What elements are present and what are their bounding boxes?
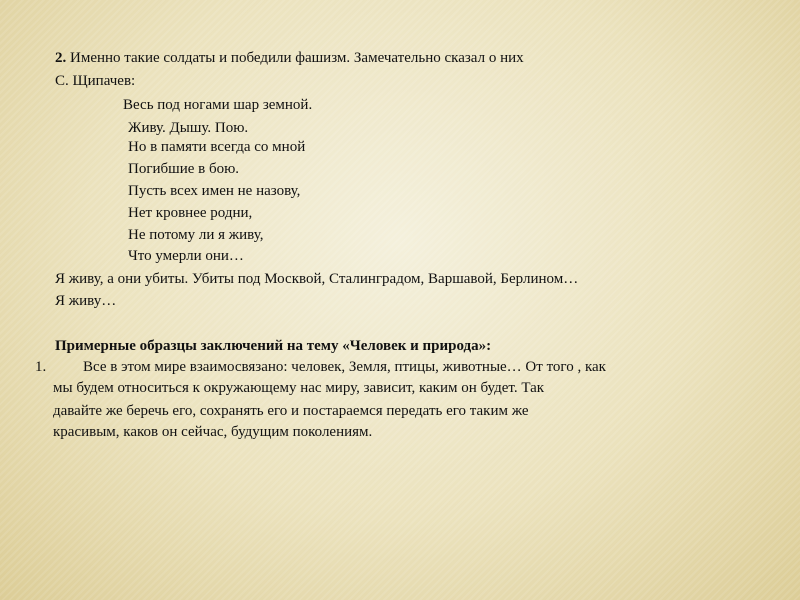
conclusion-line: давайте же беречь его, сохранять его и постараемся передать его таким же <box>53 403 529 419</box>
poem-line: Что умерли они… <box>128 248 244 264</box>
after-poem-line: Я живу… <box>55 293 117 309</box>
poem-line: Нет кровнее родни, <box>128 205 253 221</box>
section-2-line-2: С. Щипачев: <box>55 73 136 89</box>
conclusion-line: мы будем относиться к окружающему нас миру, зависит, каким он будет. Так <box>53 380 545 396</box>
poem-line: Не потому ли я живу, <box>128 227 264 243</box>
section-number: 2. <box>55 50 67 66</box>
poem-line: Живу. Дышу. Пою. <box>128 120 249 136</box>
section-2-line-1 <box>55 48 524 68</box>
conclusion-line: красивым, каков он сейчас, будущим поколениям. <box>53 424 373 440</box>
poem-line: Но в памяти всегда со мной <box>128 139 306 155</box>
list-item-number: 1. <box>35 359 47 375</box>
conclusions-heading: Примерные образцы заключений на тему «Человек и природа»: <box>55 338 492 354</box>
section-2-text: Именно такие солдаты и победили фашизм. Замечательно сказал о них <box>66 50 524 66</box>
conclusion-line: Все в этом мире взаимосвязано: человек, Земля, птицы, животные… От того , как <box>83 359 606 375</box>
poem-line: Погибшие в бою. <box>128 161 240 177</box>
poem-line: Пусть всех имен не назову, <box>128 183 301 199</box>
poem-line: Весь под ногами шар земной. <box>123 97 313 113</box>
after-poem-line: Я живу, а они убиты. Убиты под Москвой, Сталинградом, Варшавой, Берлином… <box>55 271 579 287</box>
